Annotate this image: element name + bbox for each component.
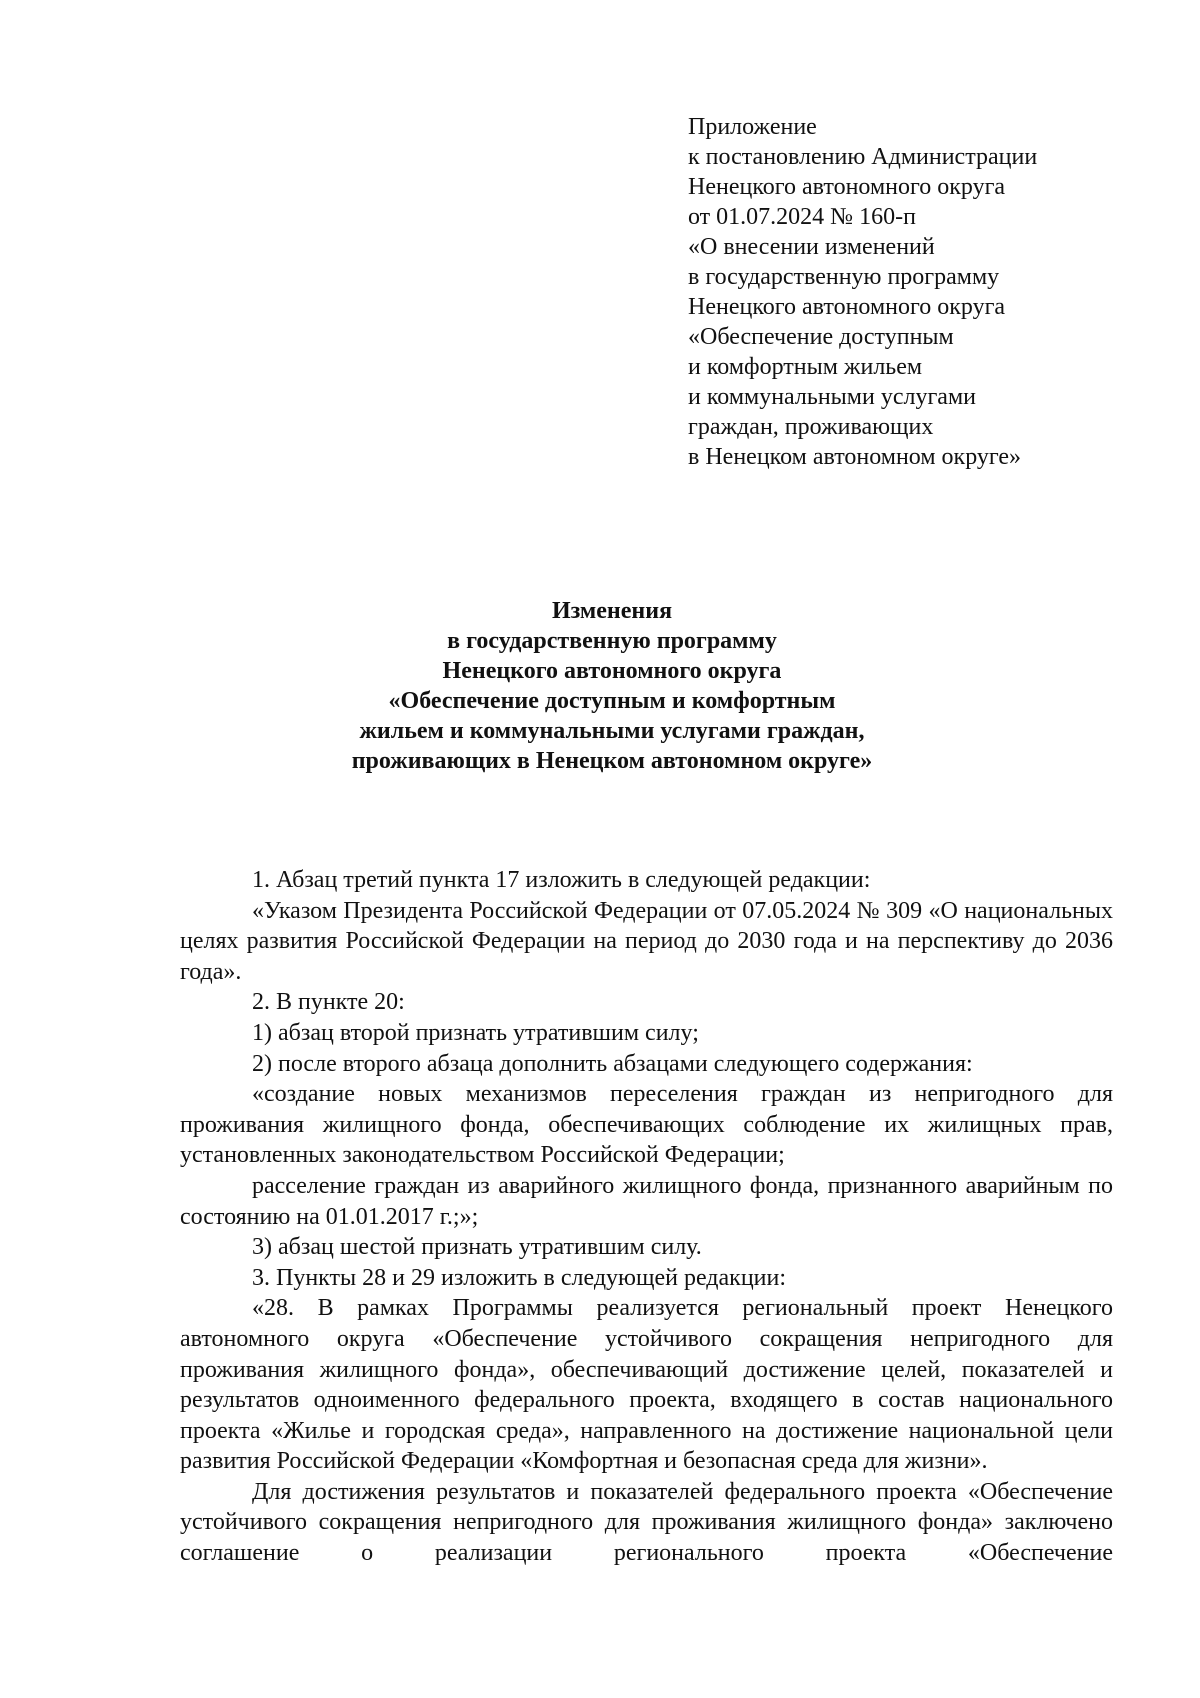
body-paragraph: 3) абзац шестой признать утратившим силу. — [252, 1234, 702, 1261]
body-paragraph: «Указом Президента Российской Федерации от 07.05.2024 № 309 «О национальных целях развития Российской Федерации на период до 2030 года и на перспективу до 2036 года». — [180, 897, 1113, 985]
body-paragraph: «создание новых механизмов переселения граждан из непригодного для проживания жилищного фонда, обеспечивающих соблюдение их жилищных прав, установленных законодательством Российской Федерации; — [180, 1081, 1113, 1169]
body-paragraph: 2) после второго абзаца дополнить абзацами следующего содержания: — [252, 1050, 973, 1077]
appendix-line: граждан, проживающих — [688, 414, 934, 440]
appendix-line: Ненецкого автономного округа — [688, 174, 1006, 200]
body-paragraph: расселение граждан из аварийного жилищного фонда, признанного аварийным по состоянию на 01.01.2017 г.;»; — [180, 1172, 1113, 1230]
title-line: проживающих в Ненецком автономном округе» — [351, 748, 873, 774]
appendix-line: в государственную программу — [688, 264, 1000, 290]
body-paragraph: 1. Абзац третий пункта 17 изложить в следующей редакции: — [252, 867, 871, 893]
document-body — [180, 865, 1113, 1569]
title-line: в государственную программу — [447, 628, 777, 654]
appendix-header — [688, 112, 1148, 472]
appendix-line: и комфортным жильем — [688, 354, 923, 380]
document-title — [180, 596, 1044, 776]
body-paragraph: «28. В рамках Программы реализуется региональный проект Ненецкого автономного округа «Обеспечение устойчивого сокращения непригодного для проживания жилищного фонда», обеспечивающий достижение целей, показателей и результатов одноименного федерального проекта, входящего в состав национального проекта «Жилье и городская среда», направленного на достижение национальной цели развития Российской Федерации «Комфортная и безопасная среда для жизни». — [180, 1295, 1113, 1475]
appendix-line: к постановлению Администрации — [688, 144, 1038, 170]
title-line: жильем и коммунальными услугами граждан, — [359, 718, 865, 744]
title-line: Изменения — [551, 598, 673, 624]
appendix-line: Приложение — [688, 114, 817, 140]
body-paragraph: 3. Пункты 28 и 29 изложить в следующей редакции: — [252, 1264, 787, 1291]
appendix-line: «О внесении изменений — [688, 234, 935, 260]
appendix-line: от 01.07.2024 № 160-п — [688, 204, 916, 230]
appendix-line: в Ненецком автономном округе» — [688, 444, 1022, 470]
title-line: «Обеспечение доступным и комфортным — [388, 688, 836, 714]
body-paragraph: 1) абзац второй признать утратившим силу; — [252, 1019, 699, 1046]
title-line: Ненецкого автономного округа — [442, 658, 782, 684]
body-paragraph: 2. В пункте 20: — [252, 989, 405, 1016]
appendix-line: и коммунальными услугами — [688, 384, 976, 410]
appendix-line: Ненецкого автономного округа — [688, 294, 1006, 320]
body-paragraph: Для достижения результатов и показателей федерального проекта «Обеспечение устойчивого сокращения непригодного для проживания жилищного фонда» заключено соглашение о реализации регионального проекта «Обеспечение — [180, 1478, 1113, 1567]
appendix-line: «Обеспечение доступным — [688, 324, 954, 350]
